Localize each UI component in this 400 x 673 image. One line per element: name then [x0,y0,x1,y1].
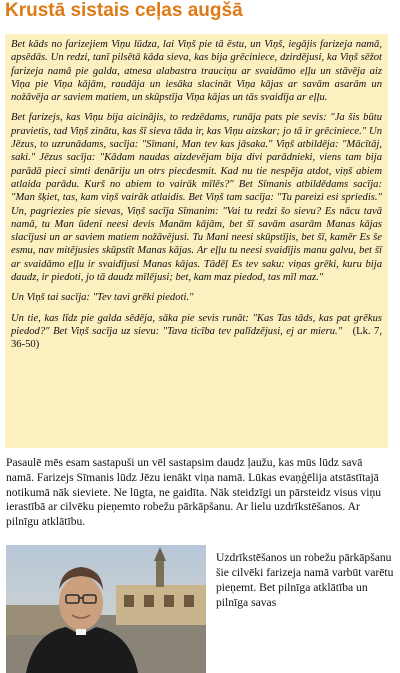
article-title: Krustā sistais ceļas augšā [5,0,243,21]
quote-reference: (Lk. 7, 36-50) [11,325,382,351]
quote-paragraph: Bet farizejs, kas Viņu bija aicinājis, to redzēdams, runāja pats pie sevis: "Ja šis būtu pravietis, tad Viņš zinātu, kas šī sieva tāda ir, kas Viņu aizskar; jo tā ir grēciniece." Un Jēzus, to uzrunādams, sacīja: "Sīmani, Man tev kas jāsaka." Viņš atbildēja: "Mācītāj, saki." Jēzus sacīja: "Kādam naudas aizdevējam bija divi parādnieki, viens tam bija parādā pieci simti denāriju un otrs piecdesmit. Kad nu tie nespēja atdot, viņš abiem atlaida parādu. Kurš no abiem to vairāk mīlēs?" Bet Sīmanis atbildēdams sacīja: "Man šķiet, tas, kam viņš vairāk atlaidis. Bet Viņš tam sacīja: "Tu pareizi esi spriedis." Un, pagriezies pie sievas, Viņš sacīja Sīmanim: "Vai tu redzi šo sievu? Es nācu tavā namā, tu Man ūdeni neesi devis Manām kājām, bet šī savām asarām Manas kājas slacījusi un ar saviem matiem nožāvējusi. Tu Mani neesi skūpstījis, bet šī, kamēr Es še esmu, nav mitējusies skūpstīt Manas kājas. Ar eļļu tu neesi svaidījis manu galvu, bet šī ar svaidāmo eļļu ir svaidījusi Manas kājas. Tādēļ Es tev saku: viņas grēki, kuru bija daudz, ir piedoti, jo tā daudz mīlējusi; bet, kam maz piedod, tas mīl maz." [11,112,382,284]
quote-paragraph: Un Viņš tai sacīja: "Tev tavi grēki piedoti." [11,292,194,304]
quote-paragraph-last [11,312,382,352]
priest-photo [6,545,206,673]
body-paragraph: Pasaulē mēs esam sastapuši un vēl sastapsim daudz ļaužu, kas mūs lūdz savā namā. Farizejs Sīmanis lūdz Jēzu ienākt viņa namā. Lūkas evaņģēlija atstāstītajā notikumā nāk sieviete. Ne lūgta, ne gaidīta. Nāk steidzīgi un pārsteidz visus viņu ierastībā ar cilvēku pieņemto robežu pārkāpšanu. Ar lielu uzdrīkstēšanos. Ar pilnīgu atklātību. [6,456,382,529]
scripture-quote [5,34,388,448]
quote-paragraph: Bet kāds no farizejiem Viņu lūdza, lai Viņš pie tā ēstu, un Viņš, iegājis farizeja namā, apsēdās. Un redzi, tanī pilsētā kāda sieva, kas bija grēciniece, dzirdējusi, ka Viņš sēžot farizeja namā pie galda, atnesa alabastra trauciņu ar svaidāmo eļļu un stāvēja aiz Viņa pie Viņa kājām, raudāja un iesāka slacināt Viņa kājas ar savām asarām un nožāvēja ar saviem matiem, un skūpstīja Viņa kājas un tās svaidīja ar eļļu. [11,39,382,104]
side-paragraph: Uzdrīkstēšanos un robežu pārkāpšanu šie cilvēki farizeja namā varbūt varētu pieņemt. Bet pilnīga atklātība un pilnīga savas [216,551,394,609]
quote-paragraph-text: Un tie, kas līdz pie galda sēdēja, sāka pie sevis runāt: "Kas Tas tāds, kas pat grēkus piedod?" Bet Viņš sacīja uz sievu: "Tava ticība tev palīdzējusi, ej ar mieru." [11,312,382,337]
